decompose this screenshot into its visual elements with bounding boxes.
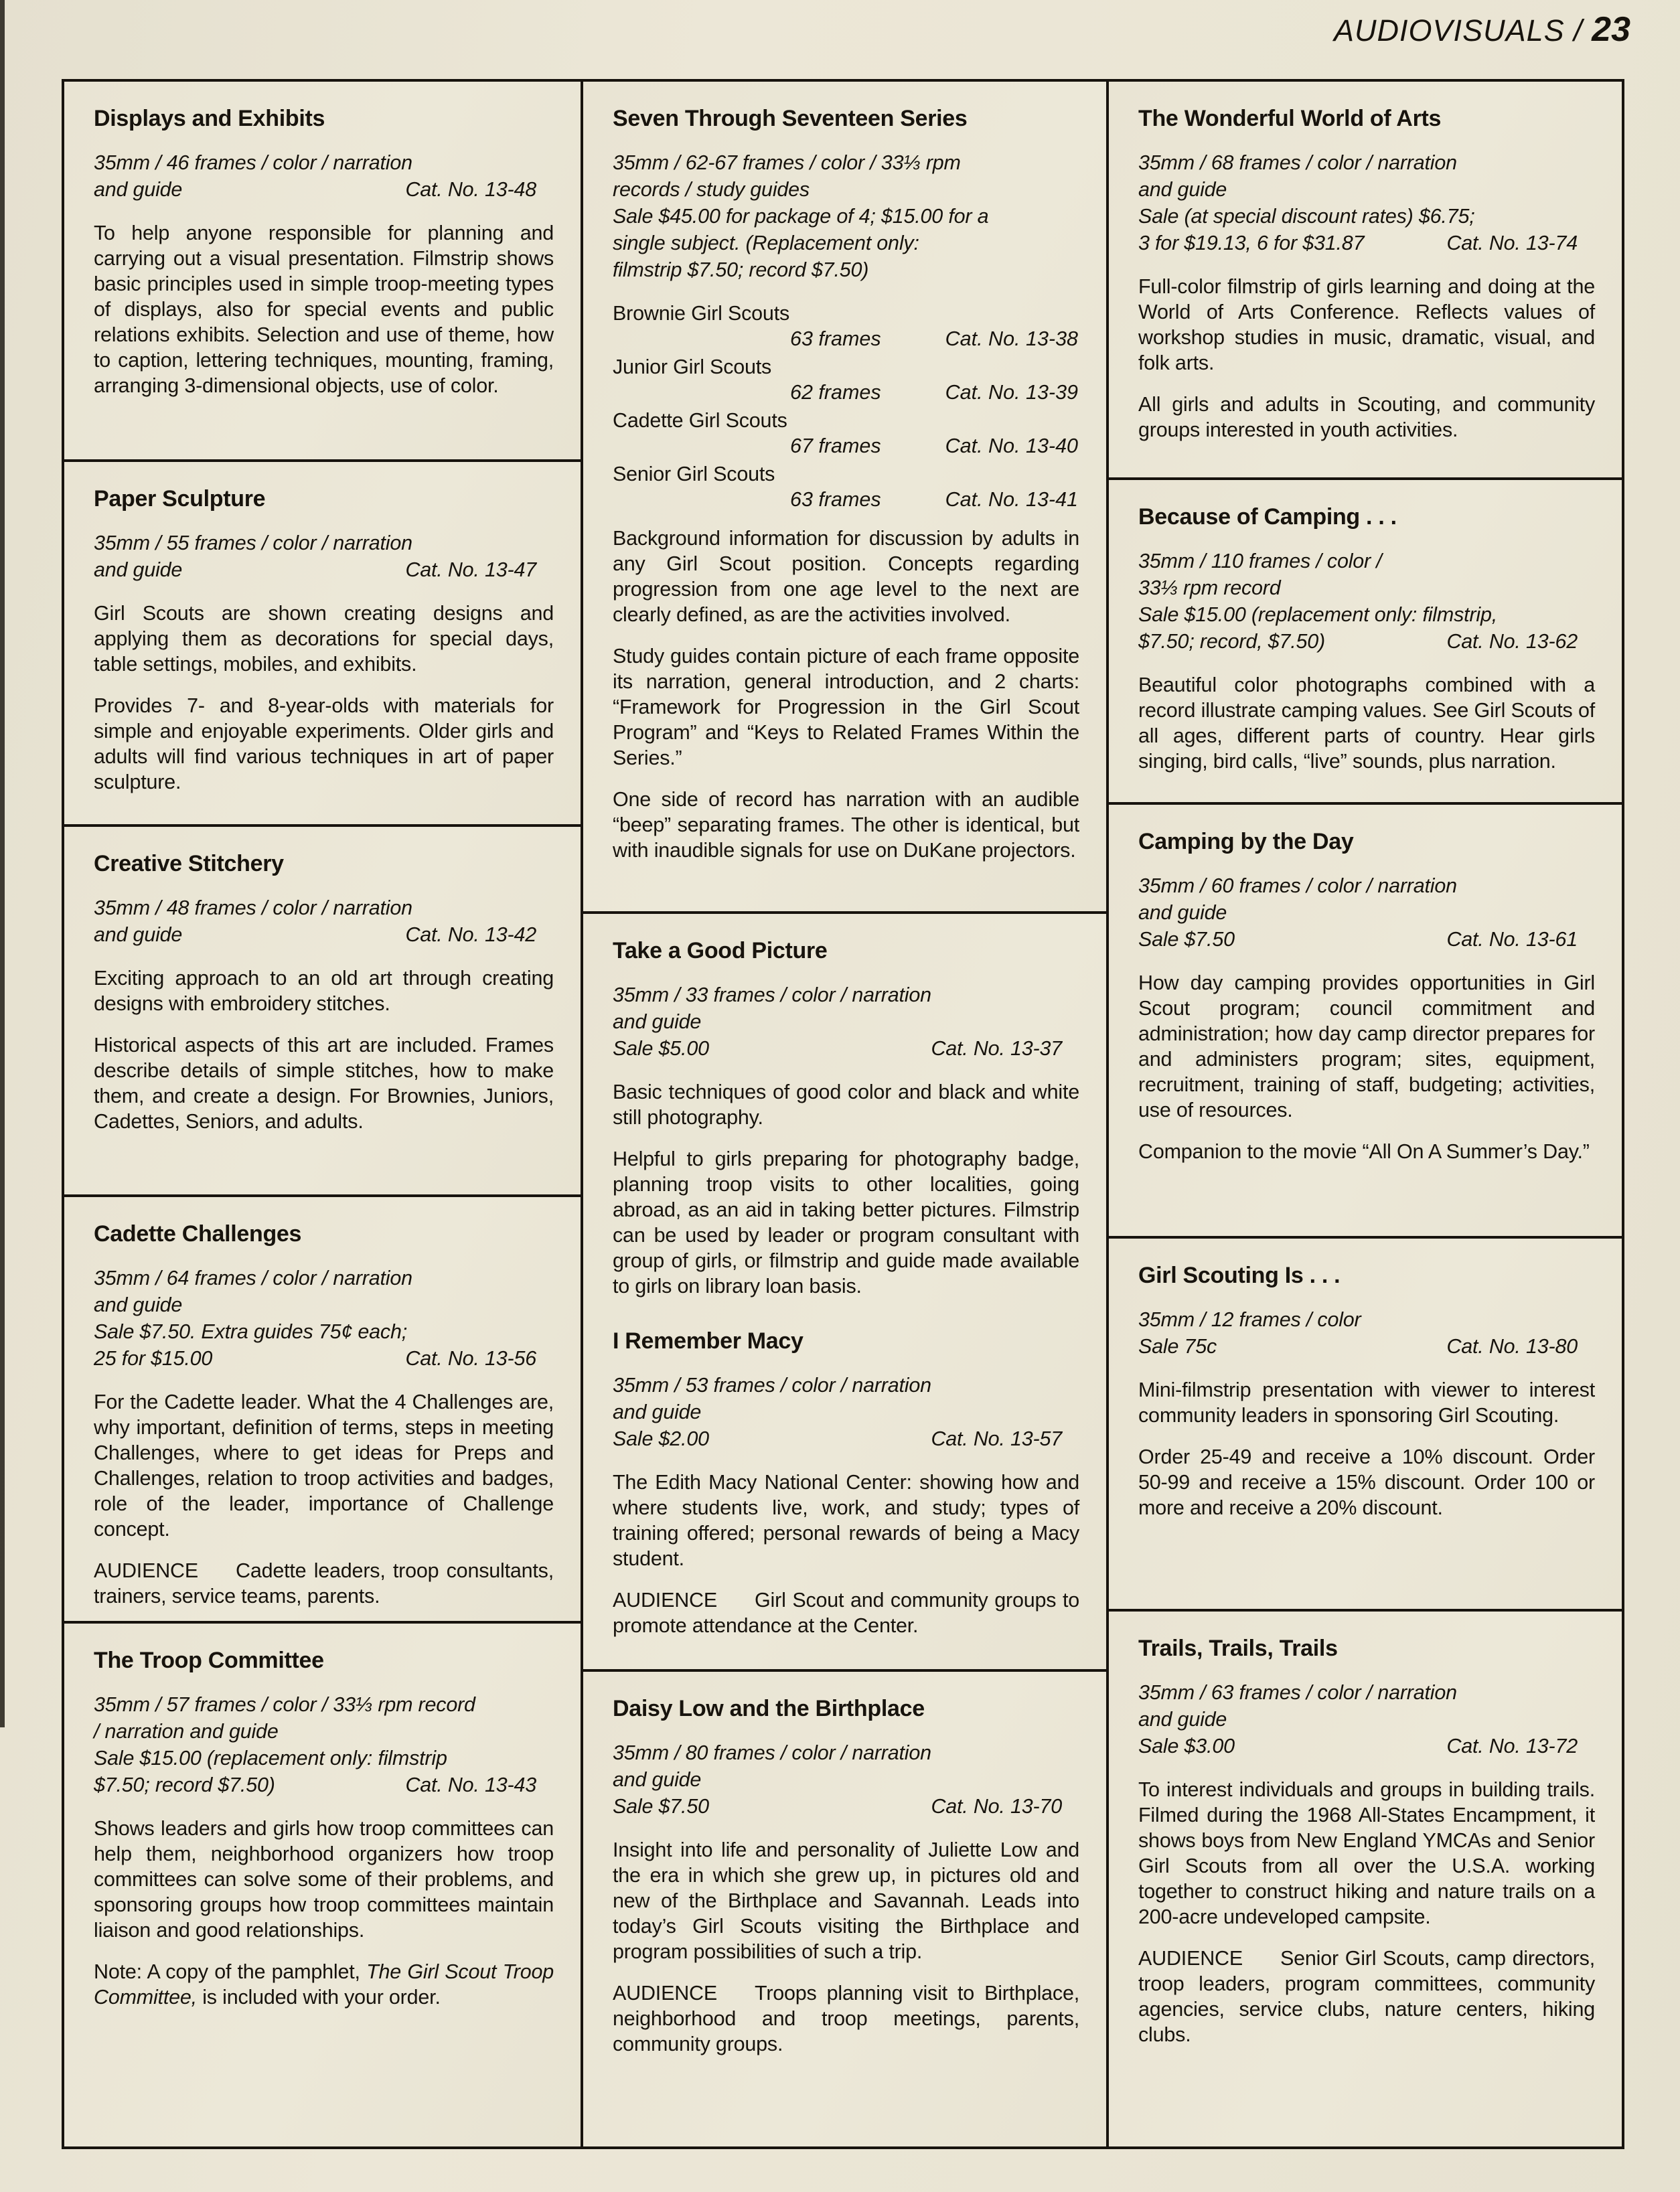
description-paragraph: How day camping provides opportunities in Girl Scout program; council commitment and administration; how day camp director prepares for and administers program; sites, equipment, recruitment, training of staff, budgeting; activities, use of resources. <box>1138 971 1595 1122</box>
spec-line <box>94 176 554 203</box>
spec-line: and guide <box>613 1010 702 1034</box>
spec-line <box>94 556 554 583</box>
spec-line: records / study guides <box>613 178 810 202</box>
product-specs <box>1138 872 1595 953</box>
spec-line: 35mm / 53 frames / color / narration <box>613 1374 931 1397</box>
page-header <box>1334 9 1630 50</box>
catalog-number: Cat. No. 13-41 <box>945 488 1078 512</box>
product-title: Cadette Challenges <box>94 1221 302 1247</box>
section-title: AUDIOVISUALS / <box>1334 13 1583 48</box>
series-name: Senior Girl Scouts <box>613 463 775 486</box>
spec-line <box>1138 926 1595 953</box>
description-paragraph: Shows leaders and girls how troop committees can help them, neighborhood organizers how troop committees can solve some of their problems, and sponsoring groups how troop committees maintain liaison and good relationships. <box>94 1817 554 1942</box>
catalog-number: Cat. No. 13-37 <box>931 1037 1062 1061</box>
product-specs <box>94 1265 554 1372</box>
pamphlet-title: The Girl Scout Troop Committee, <box>94 1960 554 2009</box>
product-title: The Troop Committee <box>94 1648 324 1673</box>
audience-text: Girl Scout and community groups to promote attendance at the Center. <box>613 1589 1079 1638</box>
note-text: Note: A copy of the pamphlet, <box>94 1960 367 1984</box>
spec-line: and guide <box>1138 178 1227 202</box>
scan-edge-artifact <box>0 0 5 1727</box>
spec-sale-text: Sale $5.00 <box>613 1037 709 1061</box>
product-specs <box>613 1372 1079 1452</box>
series-frames: 62 frames <box>790 381 881 404</box>
product-box <box>64 1197 581 1621</box>
description-paragraph: To help anyone responsible for planning and carrying out a visual presentation. Filmstrip shows basic principles used in simple troop-meeting types of displays, also for special events and public relations exhibits. Selection and use of theme, how to caption, lettering techniques, mounting, framing, arranging 3-dimensional objects, use of color. <box>94 222 554 398</box>
description-paragraph: Background information for discussion by adults in any Girl Scout position. Concepts regarding progression from one age level to the next are clearly defined, as are the activities involved. <box>613 527 1079 627</box>
description-paragraph: Order 25-49 and receive a 10% discount. Order 50-99 and receive a 15% discount. Order 100 or more and receive a 20% discount. <box>1138 1445 1595 1520</box>
product-title: Camping by the Day <box>1138 829 1354 854</box>
description-paragraph: All girls and adults in Scouting, and community groups interested in youth activities. <box>1138 393 1595 442</box>
spec-line: and guide <box>613 1401 702 1424</box>
audience-paragraph <box>94 1558 554 1609</box>
spec-line: 35mm / 12 frames / color <box>1138 1308 1361 1332</box>
product-title: Girl Scouting Is . . . <box>1138 1263 1341 1288</box>
spec-line <box>1138 1733 1595 1759</box>
series-list <box>613 301 1079 512</box>
description-paragraph: Helpful to girls preparing for photography badge, planning troop visits to other localities, going abroad, as an aid in taking better pictures. Filmstrip can be used by leader or program consultant with group of girls, or filmstrip and guide made available to girls on library loan basis. <box>613 1148 1079 1298</box>
note-paragraph <box>94 1959 554 2010</box>
spec-line <box>613 1425 1079 1452</box>
product-box <box>64 827 581 1194</box>
audience-text: Senior Girl Scouts, camp directors, troop leaders, program committees, community agencies, service clubs, nature centers, hiking clubs. <box>1138 1947 1595 2047</box>
spec-line: and guide <box>94 1294 183 1317</box>
spec-sale-text: Sale $2.00 <box>613 1427 709 1451</box>
product-box <box>64 82 581 459</box>
description-paragraph: Full-color filmstrip of girls learning and doing at the World of Arts Conference. Reflects values of workshop studies in music, dramatic, visual, and folk arts. <box>1138 275 1595 375</box>
product-specs <box>1138 548 1595 655</box>
series-frames: 63 frames <box>790 488 881 512</box>
spec-sale-text: 25 for $15.00 <box>94 1347 213 1371</box>
product-box <box>1109 1239 1622 1609</box>
catalog-column <box>583 82 1106 2146</box>
product-specs <box>94 1691 554 1798</box>
description-paragraph: For the Cadette leader. What the 4 Challenges are, why important, definition of terms, steps in meeting Challenges, where to get ideas for Preps and Challenges, relation to troop activities and badges, role of the leader, importance of Challenge concept. <box>94 1391 554 1541</box>
series-item <box>613 301 1079 351</box>
product-title: Trails, Trails, Trails <box>1138 1636 1338 1661</box>
description-paragraph: Historical aspects of this art are included. Frames describe details of simple stitches, how to make them, and create a design. For Brownies, Juniors, Cadettes, Seniors, and adults. <box>94 1034 554 1133</box>
product-box <box>583 82 1106 911</box>
catalog-number: Cat. No. 13-39 <box>945 381 1078 404</box>
description-paragraph: Beautiful color photographs combined with a record illustrate camping values. See Girl Scouts of all ages, different parts of country. Hear girls singing, bird calls, “live” sounds, plus narration. <box>1138 674 1595 773</box>
product-specs <box>1138 149 1595 256</box>
spec-line: 35mm / 80 frames / color / narration <box>613 1741 931 1765</box>
product-title: Daisy Low and the Birthplace <box>613 1696 925 1721</box>
product-title: Paper Sculpture <box>94 486 266 512</box>
product-title: Take a Good Picture <box>613 938 828 963</box>
product-box <box>583 914 1106 1669</box>
description-paragraph: Exciting approach to an old art through creating designs with embroidery stitches. <box>94 967 554 1016</box>
catalog-number: Cat. No. 13-47 <box>405 558 536 582</box>
product-box <box>64 1624 581 2146</box>
spec-line: 35mm / 33 frames / color / narration <box>613 984 931 1007</box>
spec-line: 35mm / 48 frames / color / narration <box>94 896 412 920</box>
spec-line: Sale $7.50. Extra guides 75¢ each; <box>94 1320 407 1344</box>
product-box <box>1109 1612 1622 2146</box>
spec-line: Sale (at special discount rates) $6.75; <box>1138 205 1475 228</box>
series-item <box>613 408 1079 459</box>
catalog-grid <box>62 79 1624 2149</box>
audience-paragraph <box>1138 1946 1595 2047</box>
audience-text: Cadette leaders, troop consultants, trainers, service teams, parents. <box>94 1559 554 1608</box>
spec-sale-text: Sale $7.50 <box>613 1795 709 1818</box>
spec-line <box>1138 628 1595 655</box>
catalog-column <box>64 82 581 2146</box>
product-title: Because of Camping . . . <box>1138 504 1397 530</box>
spec-line <box>94 921 554 948</box>
spec-line <box>613 1035 1079 1062</box>
catalog-number: Cat. No. 13-38 <box>945 327 1078 351</box>
spec-line: single subject. (Replacement only: <box>613 232 919 255</box>
series-frames: 67 frames <box>790 435 881 458</box>
spec-line: and guide <box>1138 901 1227 925</box>
series-name: Cadette Girl Scouts <box>613 409 787 433</box>
product-title: The Wonderful World of Arts <box>1138 106 1442 131</box>
product-specs <box>1138 1306 1595 1360</box>
spec-line <box>94 1345 554 1372</box>
spec-line: 35mm / 57 frames / color / 33⅓ rpm record <box>94 1693 475 1717</box>
spec-line: Sale $15.00 (replacement only: filmstrip <box>94 1747 447 1770</box>
catalog-number: Cat. No. 13-80 <box>1446 1335 1578 1358</box>
description-paragraph: To interest individuals and groups in building trails. Filmed during the 1968 All-States Encampment, it shows boys from New England YMCAs and Senior Girl Scouts from all over the U.S.A. working together to construct hiking and nature trails on a 200-acre undeveloped campsite. <box>1138 1778 1595 1929</box>
spec-line: 35mm / 55 frames / color / narration <box>94 532 412 555</box>
series-name: Brownie Girl Scouts <box>613 302 790 325</box>
catalog-number: Cat. No. 13-74 <box>1446 232 1578 255</box>
spec-sale-text: 3 for $19.13, 6 for $31.87 <box>1138 232 1365 255</box>
product-specs <box>613 149 1079 283</box>
spec-line: 35mm / 62-67 frames / color / 33⅓ rpm <box>613 151 961 175</box>
spec-line: 35mm / 64 frames / color / narration <box>94 1267 412 1290</box>
spec-line: 33⅓ rpm record <box>1138 576 1281 600</box>
audience-label: AUDIENCE <box>94 1559 199 1583</box>
spec-sale-text: and guide <box>94 178 183 202</box>
product-title: Displays and Exhibits <box>94 106 325 131</box>
series-frames: 63 frames <box>790 327 881 351</box>
audience-paragraph <box>613 1587 1079 1638</box>
catalog-column <box>1109 82 1622 2146</box>
series-meta <box>613 326 1078 351</box>
product-specs <box>94 530 554 583</box>
spec-sale-text: Sale 75c <box>1138 1335 1217 1358</box>
audience-text: Troops planning visit to Birthplace, neighborhood and troop meetings, parents, community groups. <box>613 1982 1079 2056</box>
spec-line <box>1138 230 1595 256</box>
spec-sale-text: Sale $3.00 <box>1138 1735 1235 1758</box>
description-paragraph: Study guides contain picture of each frame opposite its narration, general introduction, and 2 charts: “Framework for Progression in the Girl Scout Program” and “Keys to Related Frames Within the Series.” <box>613 645 1079 770</box>
description-paragraph: The Edith Macy National Center: showing how and where students live, work, and study; types of training offered; personal rewards of being a Macy student. <box>613 1471 1079 1571</box>
product-title: Creative Stitchery <box>94 851 284 876</box>
spec-line: 35mm / 60 frames / color / narration <box>1138 874 1457 898</box>
spec-line: 35mm / 110 frames / color / <box>1138 550 1382 573</box>
note-text: is included with your order. <box>196 1986 441 2009</box>
spec-line: 35mm / 46 frames / color / narration <box>94 151 412 175</box>
description-paragraph: Companion to the movie “All On A Summer’s Day.” <box>1138 1140 1590 1164</box>
spec-sale-text: Sale $7.50 <box>1138 928 1235 951</box>
spec-line <box>613 1793 1079 1820</box>
catalog-number: Cat. No. 13-72 <box>1446 1735 1578 1758</box>
catalog-number: Cat. No. 13-57 <box>931 1427 1062 1451</box>
catalog-number: Cat. No. 13-70 <box>931 1795 1062 1818</box>
spec-line: and guide <box>613 1768 702 1792</box>
spec-line: Sale $45.00 for package of 4; $15.00 for a <box>613 205 989 228</box>
audience-paragraph <box>613 1980 1079 2057</box>
catalog-number: Cat. No. 13-40 <box>945 435 1078 458</box>
series-item <box>613 461 1079 512</box>
product-box <box>1109 805 1622 1236</box>
catalog-number: Cat. No. 13-42 <box>405 923 536 947</box>
spec-line: 35mm / 68 frames / color / narration <box>1138 151 1457 175</box>
product-box <box>1109 82 1622 477</box>
product-specs <box>1138 1679 1595 1759</box>
spec-line <box>1138 1333 1595 1360</box>
spec-line: filmstrip $7.50; record $7.50) <box>613 258 869 282</box>
spec-sale-text: $7.50; record, $7.50) <box>1138 630 1325 653</box>
spec-line <box>94 1772 554 1798</box>
product-title: Seven Through Seventeen Series <box>613 106 968 131</box>
spec-line: Sale $15.00 (replacement only: filmstrip, <box>1138 603 1497 627</box>
spec-line: and guide <box>1138 1708 1227 1731</box>
series-meta <box>613 433 1078 459</box>
spec-line: / narration and guide <box>94 1720 279 1743</box>
description-paragraph: Insight into life and personality of Juliette Low and the era in which she grew up, in pictures old and new of the Birthplace and Savannah. Leads into today’s Girl Scouts visiting the Birthplace and program possibilities of such a trip. <box>613 1838 1079 1964</box>
series-item <box>613 354 1079 405</box>
description-paragraph: One side of record has narration with an audible “beep” separating frames. The other is identical, but with inaudible signals for use on DuKane projectors. <box>613 788 1079 862</box>
description-paragraph: Girl Scouts are shown creating designs and applying them as decorations for special days, table settings, mobiles, and exhibits. <box>94 602 554 676</box>
description-paragraph: Provides 7- and 8-year-olds with materials for simple and enjoyable experiments. Older girls and adults will find various techniques in art of paper sculpture. <box>94 694 554 794</box>
product-box <box>64 462 581 824</box>
series-meta <box>613 380 1078 405</box>
product-specs <box>613 982 1079 1062</box>
product-box <box>1109 480 1622 802</box>
description-paragraph: Basic techniques of good color and black and white still photography. <box>613 1081 1079 1129</box>
spec-sale-text: $7.50; record $7.50) <box>94 1774 275 1797</box>
catalog-number: Cat. No. 13-56 <box>405 1347 536 1371</box>
page-number: 23 <box>1592 10 1630 49</box>
product-specs <box>94 894 554 948</box>
spec-line: 35mm / 63 frames / color / narration <box>1138 1681 1457 1705</box>
audience-label: AUDIENCE <box>1138 1947 1243 1970</box>
spec-sale-text: and guide <box>94 923 183 947</box>
catalog-number: Cat. No. 13-48 <box>405 178 536 202</box>
catalog-number: Cat. No. 13-43 <box>405 1774 536 1797</box>
product-box <box>583 1672 1106 2146</box>
product-specs <box>613 1739 1079 1820</box>
series-meta <box>613 487 1078 512</box>
product-title: I Remember Macy <box>613 1328 804 1354</box>
audience-label: AUDIENCE <box>613 1589 718 1612</box>
series-name: Junior Girl Scouts <box>613 356 772 379</box>
catalog-number: Cat. No. 13-62 <box>1446 630 1578 653</box>
spec-sale-text: and guide <box>94 558 183 582</box>
catalog-number: Cat. No. 13-61 <box>1446 928 1578 951</box>
audience-label: AUDIENCE <box>613 1982 718 2005</box>
product-specs <box>94 149 554 203</box>
description-paragraph: Mini-filmstrip presentation with viewer to interest community leaders in sponsoring Girl Scouting. <box>1138 1379 1595 1427</box>
